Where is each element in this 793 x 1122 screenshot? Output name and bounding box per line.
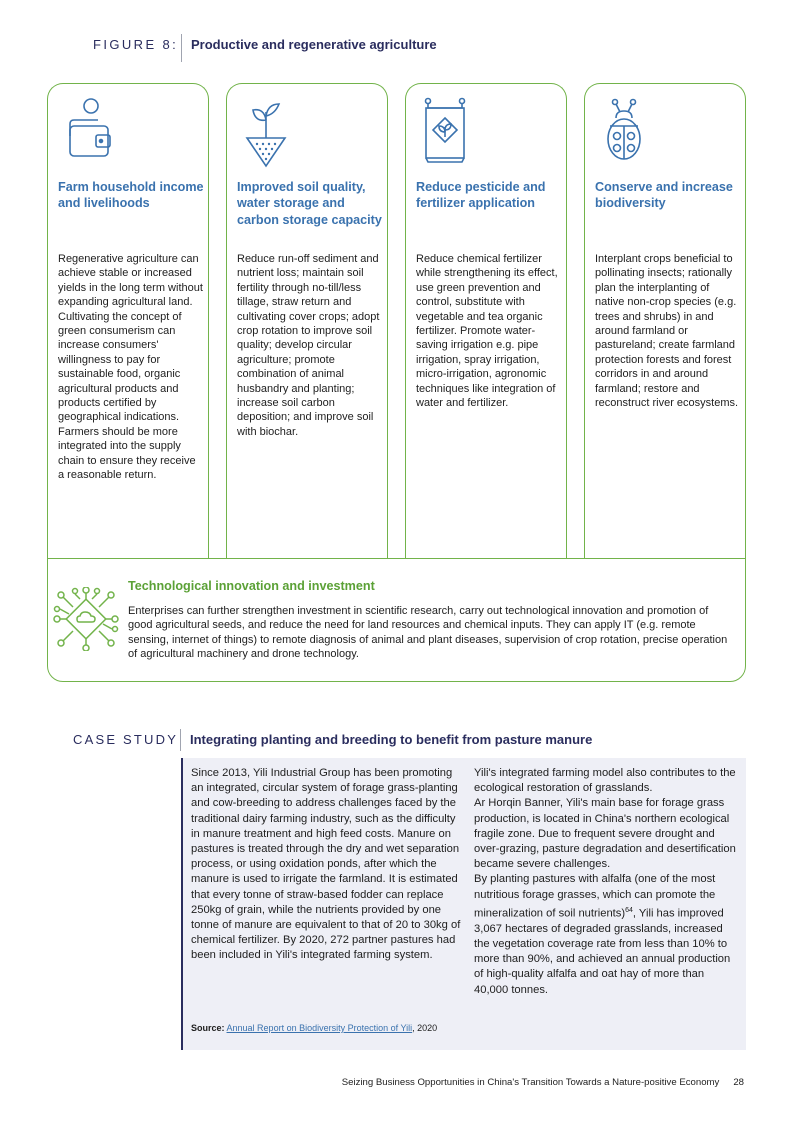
case-study-paragraph: Ar Horqin Banner, Yili's main base for forage grass production, is located in China's northern ecological fragile zone. Due to frequent severe drought and over-grazing, pasture degradation and desertification became severe challenges.	[474, 797, 736, 871]
case-study-paragraph: Yili's integrated farming model also contributes to the ecological restoration of grasslands.	[474, 767, 736, 795]
card-body: Reduce chemical fertilizer while strengthening its effect, use green prevention and control, substitute with vegetable and tea organic fertilizer. Promote water-saving irrigation e.g. pipe irrigation, spray irrigation, micro-irrigation, agronomic techniques like integration of water and fertilizer.	[416, 253, 558, 410]
case-study-column-right	[474, 766, 740, 998]
sprout-soil-icon	[237, 94, 295, 170]
card-body: Reduce run-off sediment and nutrient loss; maintain soil fertility through no-till/less tillage, straw return and cultivating cover crops; adopt crop rotation to improve soil quality; develop circular agriculture; promote combination of animal husbandry and planting; increase soil carbon deposition; and improve soil with biochar.	[237, 253, 380, 438]
case-study-label: CASE STUDY	[73, 732, 179, 747]
card-biodiversity	[584, 83, 746, 559]
source-link[interactable]: Annual Report on Biodiversity Protection of Yili	[226, 1023, 413, 1033]
case-study-box	[181, 758, 746, 1050]
card-title: Farm household income and livelihoods	[58, 180, 204, 211]
card-soil-quality	[226, 83, 388, 559]
case-study-divider	[180, 729, 181, 751]
seed-bag-icon	[416, 94, 474, 170]
paragraph-text: By planting pastures with alfalfa (one of the most nutritious forage grasses, which can promote the mineralization of soil nutrients)	[474, 873, 716, 920]
tech-title: Technological innovation and investment	[128, 579, 375, 593]
ladybug-icon	[595, 94, 653, 170]
card-body: Regenerative agriculture can achieve stable or increased yields in the long term without expanding agricultural land. Cultivating the concept of green consumerism can increase consumers' willingness to pay for sustainable food, organic agricultural products and products certified by geographical indications. Farmers should be more integrated into the supply chain to ensure they receive a reasonable return.	[58, 253, 203, 482]
card-title: Conserve and increase biodiversity	[595, 180, 733, 211]
card-farm-income	[47, 83, 209, 559]
source-label: Source:	[191, 1023, 225, 1033]
page-number: 28	[733, 1077, 744, 1088]
figure-divider	[181, 34, 182, 62]
tech-panel	[47, 558, 746, 682]
figure-header	[93, 34, 437, 62]
case-study-column-left: Since 2013, Yili Industrial Group has been promoting an integrated, circular system of forage grass-planting and cow-breeding to address challenges faced by the traditional dairy farming industry, such as the difficulty in manure treatment and high feed costs. Manure on pastures is treated through the dry and wet separation process, or using oxidation ponds, after which the manure is used to irrigate the farmland. It is estimated that every tonne of straw-based fodder can replace 250kg of grain, while the nutrients provided by one tonne of manure are equivalent to that of 20 to 30kg of chemical fertilizer. By 2020, 272 partner pastures had been included in Yili's integrated farming system.	[191, 767, 461, 962]
card-title: Reduce pesticide and fertilizer application	[416, 180, 546, 211]
page-footer	[342, 1077, 744, 1088]
figure-cards	[47, 83, 746, 559]
wallet-icon	[58, 94, 116, 170]
circuit-cloud-icon	[53, 587, 119, 651]
case-study-header	[73, 729, 592, 751]
footer-title: Seizing Business Opportunities in China's Transition Towards a Nature-positive Economy	[341, 1077, 720, 1088]
card-title: Improved soil quality, water storage and carbon storage capacity	[237, 180, 382, 227]
figure-label: FIGURE 8:	[93, 37, 179, 52]
tech-body: Enterprises can further strengthen investment in scientific research, carry out technological innovation and promotion of good agricultural seeds, and reduce the need for land resources and chemical inputs. They can apply IT (e.g. remote sensing, internet of things) to remote diagnosis of animal and plant diseases, supervision of crop rotation, precise operation of agricultural machinery and drone technology.	[128, 605, 728, 660]
source-year: , 2020	[412, 1023, 438, 1033]
case-study-paragraph	[474, 872, 740, 997]
card-pesticide	[405, 83, 567, 559]
footnote-ref[interactable]: 64	[625, 906, 633, 914]
card-body: Interplant crops beneficial to pollinating insects; rationally plan the interplanting of native non-crop species (e.g. trees and shrubs) in and around farmland or pastureland; create farmland protection forests and forest corridors in and around farmland; restore and reconstruct river ecosystems.	[595, 253, 739, 410]
source-line	[191, 1023, 437, 1033]
figure-title: Productive and regenerative agriculture	[191, 37, 437, 52]
paragraph-text: , Yili has improved 3,067 hectares of degraded grasslands, increased the vegetation coverage rate from less than 10% to more than 90%, and achieved an annual production of high-quality alfalfa and oat hay of more than 40,000 tonnes.	[474, 907, 731, 996]
case-study-title: Integrating planting and breeding to benefit from pasture manure	[190, 732, 593, 747]
